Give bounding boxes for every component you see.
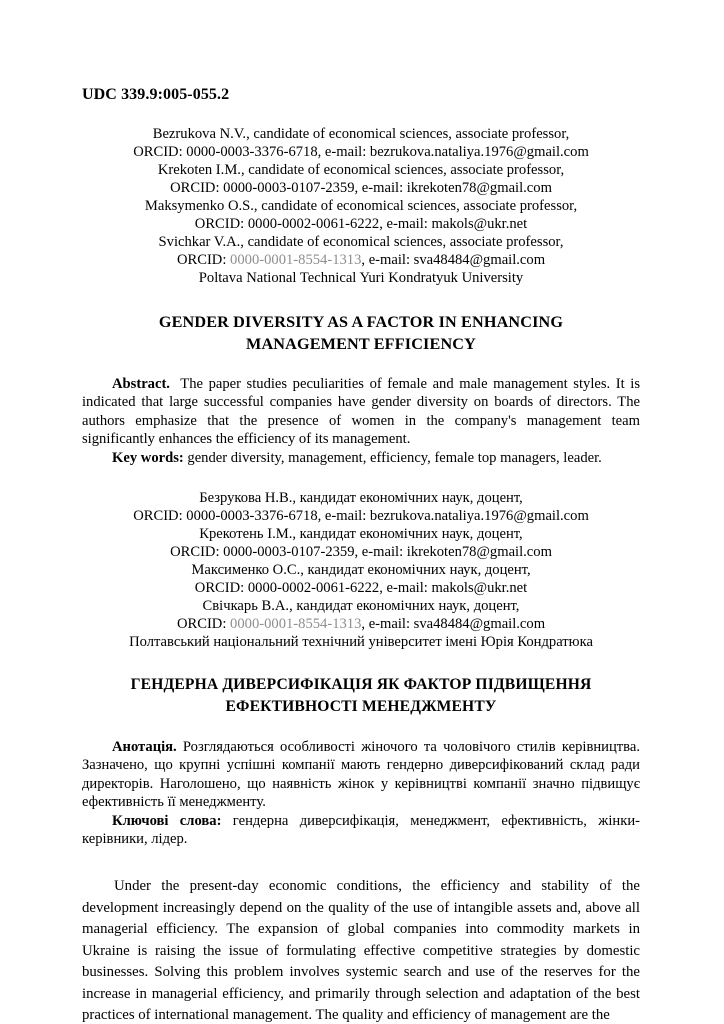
author-line: Крекотень І.М., кандидат економічних наук, доцент, xyxy=(199,526,523,543)
author-line: Безрукова Н.В., кандидат економічних наук, доцент, xyxy=(199,490,523,507)
orcid-number-faded: 0000-0001-8554-1313 xyxy=(230,252,362,268)
author-block-ukrainian xyxy=(82,489,640,651)
author-orcid-line: ORCID: 0000-0002-0061-6222, e-mail: makols@ukr.net xyxy=(194,580,528,597)
udc-code: UDC 339.9:005-055.2 xyxy=(82,86,230,103)
orcid-number-faded: 0000-0001-8554-1313 xyxy=(230,616,362,633)
affiliation-english: Poltava National Technical Yuri Kondratyuk University xyxy=(198,270,524,286)
author-orcid-line: ORCID: 0000-0003-0107-2359, e-mail: ikrekoten78@gmail.com xyxy=(170,180,552,196)
author-orcid-line-faded xyxy=(82,615,640,633)
keywords-paragraph xyxy=(82,812,640,849)
author-orcid-line: ORCID: 0000-0002-0061-6222, e-mail: makols@ukr.net xyxy=(194,216,528,232)
title-line-1: GENDER DIVERSITY AS A FACTOR IN ENHANCING xyxy=(158,313,564,331)
abstract-body-text: The paper studies peculiarities of female and male management styles. It is indicated that large successful companies have gender diversity on boards of directors. The authors emphasize that the presence of women in the company's management team significantly enhances the efficiency of its management. xyxy=(82,376,641,448)
orcid-prefix: ORCID: xyxy=(176,616,231,633)
author-line: Krekoten I.M., candidate of economical sciences, associate professor, xyxy=(157,162,565,178)
abstract-ukrainian xyxy=(82,738,640,848)
paper-title-ukrainian xyxy=(82,674,640,718)
body-paragraph: Under the present-day economic conditions, the efficiency and stability of the development increasingly depend on the quality of the use of intangible assets and, above all managerial efficiency. The expansion of global companies into commodity markets in Ukraine is raising the issue of formulating effective competitive strategies by domestic businesses. Solving this problem involves systemic search and use of the reserves for the increase in managerial efficiency, and primarily through selection and adaptation of the best practices of international management. The quality and efficiency of management are the xyxy=(82,878,640,1024)
author-line: Svichkar V.A., candidate of economical sciences, associate professor, xyxy=(158,234,564,250)
author-orcid-line: ORCID: 0000-0003-3376-6718, e-mail: bezrukova.nataliya.1976@gmail.com xyxy=(133,508,589,525)
text-column xyxy=(82,0,640,1024)
author-orcid-line: ORCID: 0000-0003-0107-2359, e-mail: ikrekoten78@gmail.com xyxy=(170,544,552,561)
keywords-lead-label: Ключові слова: xyxy=(112,812,222,829)
paper-title-english xyxy=(82,311,640,355)
abstract-body-paragraph xyxy=(82,375,640,449)
author-line: Максименко О.С., кандидат економічних наук, доцент, xyxy=(191,562,531,579)
keywords-paragraph xyxy=(82,449,640,467)
orcid-prefix: ORCID: xyxy=(176,252,231,268)
author-line: Bezrukova N.V., candidate of economical sciences, associate professor, xyxy=(152,126,570,142)
author-orcid-line-faded xyxy=(82,251,640,269)
orcid-email-suffix: , e-mail: sva48484@gmail.com xyxy=(361,252,546,268)
author-line: Maksymenko O.S., candidate of economical sciences, associate professor, xyxy=(144,198,578,214)
orcid-email-suffix: , e-mail: sva48484@gmail.com xyxy=(361,616,546,633)
author-block-english xyxy=(82,125,640,287)
affiliation-ukrainian: Полтавський національний технічний університет імені Юрія Кондратюка xyxy=(129,634,593,651)
abstract-lead-label: Abstract. xyxy=(112,376,170,392)
title-line-2: ЕФЕКТИВНОСТІ МЕНЕДЖМЕНТУ xyxy=(225,698,497,716)
author-orcid-line: ORCID: 0000-0003-3376-6718, e-mail: bezrukova.nataliya.1976@gmail.com xyxy=(133,144,589,160)
abstract-english xyxy=(82,375,640,467)
keywords-lead-label: Key words: xyxy=(112,449,184,466)
abstract-lead-label: Анотація. xyxy=(112,739,177,756)
keywords-text: гендерна диверсифікація, менеджмент, ефективність, жінки-керівники, лідер. xyxy=(82,812,640,848)
title-line-1: ГЕНДЕРНА ДИВЕРСИФІКАЦІЯ ЯК ФАКТОР ПІДВИЩЕННЯ xyxy=(130,676,592,694)
abstract-body-text: Розглядаються особливості жіночого та чоловічого стилів керівництва. Зазначено, що крупні успішні компанії мають гендерно диверсифікований склад ради директорів. Наголошено, що наявність жінок у керівництві компанії значно підвищує ефективність її менеджменту. xyxy=(82,739,640,811)
title-line-2: MANAGEMENT EFFICIENCY xyxy=(246,335,476,353)
author-line: Свічкарь В.А., кандидат економічних наук, доцент, xyxy=(202,598,520,615)
keywords-text: gender diversity, management, efficiency, female top managers, leader. xyxy=(187,449,602,466)
abstract-body-paragraph xyxy=(82,738,640,812)
